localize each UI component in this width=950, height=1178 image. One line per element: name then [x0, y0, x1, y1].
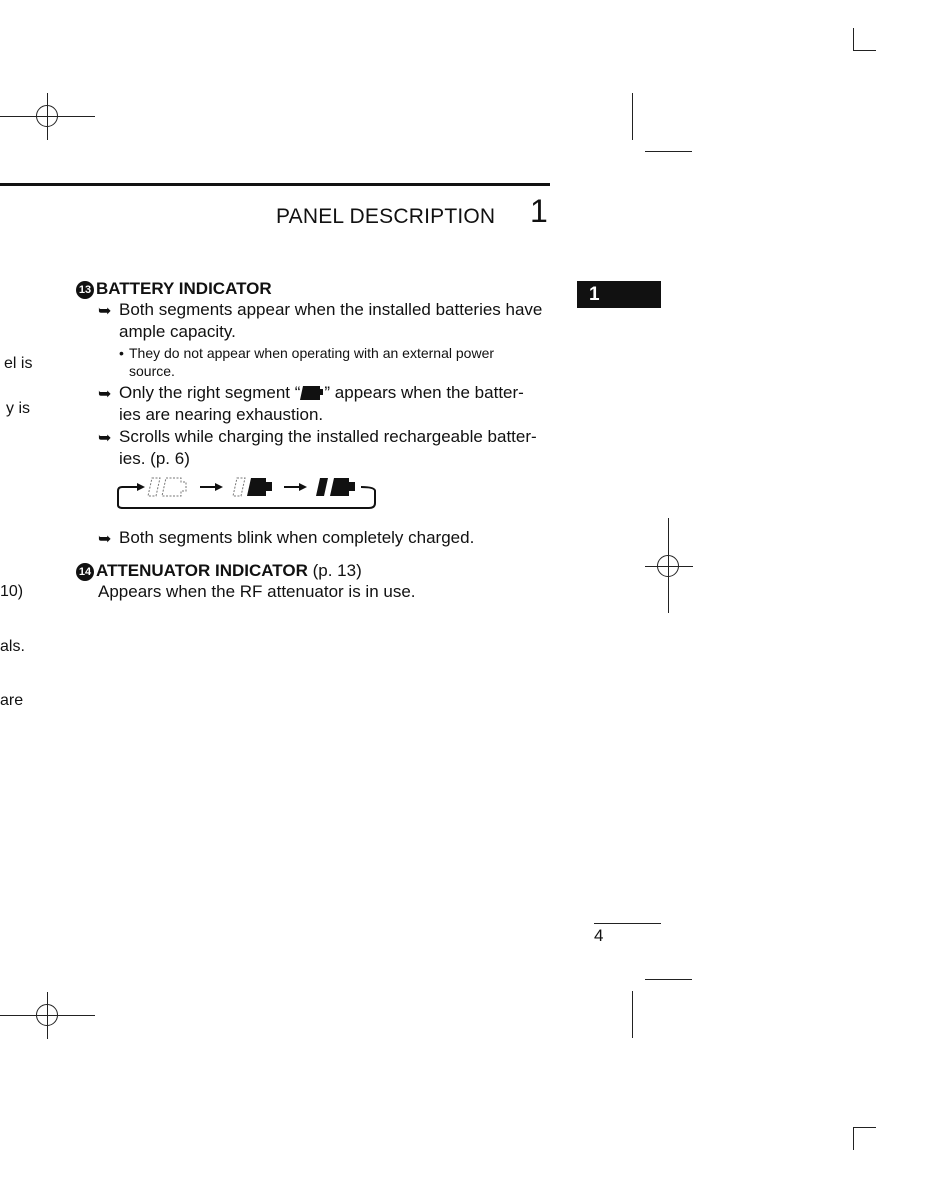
section-title: BATTERY INDICATOR: [96, 279, 272, 298]
crop-mark-upper-right-h: [645, 151, 692, 152]
bullet-text: Scrolls while charging the installed rechargeable batter- ies. (p. 6): [119, 427, 537, 468]
arrow-bullet-icon: ➥: [98, 430, 112, 447]
crop-mark-top-right-h: [853, 50, 876, 51]
section-body-text: Appears when the RF attenuator is in use.: [98, 582, 416, 601]
reg-mark-top-left-circle: [36, 105, 58, 127]
reg-mark-right-circle: [657, 555, 679, 577]
edge-fragment: el is: [4, 355, 33, 372]
crop-mark-upper-right-v: [632, 93, 633, 140]
arrow-bullet-icon: ➥: [98, 303, 112, 320]
battery-full-icon: [316, 478, 355, 496]
edge-fragment: y is: [6, 400, 30, 417]
page-number: 4: [594, 926, 604, 945]
page-number-rule: [594, 923, 661, 924]
section-number-badge: 13: [76, 281, 94, 299]
section-number-badge: 14: [76, 563, 94, 581]
edge-fragment: als.: [0, 638, 25, 655]
crop-mark-lower-right-h: [645, 979, 692, 980]
header-rule: [0, 183, 550, 186]
dot-bullet-icon: •: [119, 345, 124, 361]
arrow-bullet-icon: ➥: [98, 386, 112, 403]
page-reference: (p. 13): [312, 561, 362, 580]
edge-fragment: 10): [0, 583, 24, 600]
bullet-text: Both segments appear when the installed batteries have ample capacity.: [119, 300, 543, 341]
arrow-bullet-icon: ➥: [98, 531, 112, 548]
crop-mark-top-right-v: [853, 28, 854, 51]
edge-fragment: are: [0, 692, 24, 709]
reg-mark-bottom-left-circle: [36, 1004, 58, 1026]
battery-empty-icon: [148, 478, 186, 496]
chapter-number: 1: [530, 193, 548, 229]
chapter-tab: 1: [577, 281, 661, 308]
section-heading-attenuator: [76, 561, 362, 581]
note-text: They do not appear when operating with an external power source.: [129, 345, 495, 379]
chapter-title: PANEL DESCRIPTION: [276, 205, 496, 228]
charging-scroll-diagram: [117, 477, 377, 509]
bullet-text: Both segments blink when completely charged.: [119, 528, 475, 547]
battery-half-icon: [233, 478, 272, 496]
battery-right-segment-icon: [300, 385, 324, 401]
crop-mark-lower-right-v: [632, 991, 633, 1038]
bullet-text: Only the right segment “ ” appears when the batter- ies are nearing exhaustion.: [119, 383, 524, 424]
section-title: ATTENUATOR INDICATOR: [96, 561, 308, 580]
crop-mark-bottom-right-h: [853, 1127, 876, 1128]
section-heading-battery: [76, 279, 272, 299]
crop-mark-bottom-right-v: [853, 1127, 854, 1150]
